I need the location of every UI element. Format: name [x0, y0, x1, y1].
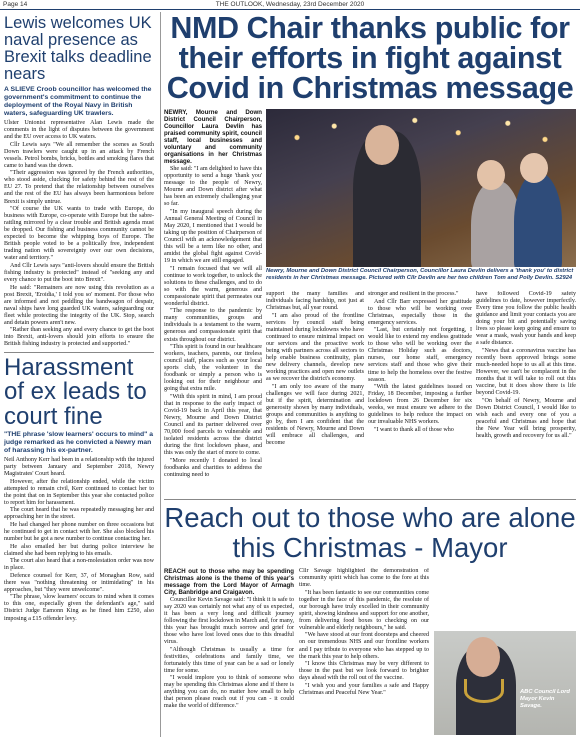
chain-of-office: [464, 679, 504, 703]
paragraph: "We have stood at our front doorsteps and cheered on our tremendous NHS and our frontline workers and I pay tribute to everyone who has stepped up to the mark this year to help others.: [299, 632, 429, 660]
paragraph: support the many families and individuals facing hardship, not just at Christmas but, all year round.: [266, 291, 364, 312]
paragraph: However, after the relationship ended, while the victim attempted to remain civil, Kerr continued to contact her to the point that on in September this year she contacted police to report him for harassment.: [4, 478, 154, 506]
mayor-photo-caption: ABC Council Lord Mayor Kevin Savage.: [520, 689, 570, 709]
left-story-2-body: [0, 457, 158, 623]
left-story-2-headline: Harassment of ex leads to court fine: [4, 353, 147, 430]
paragraph: "With the latest guidelines issued on Friday, 18 December, imposing a further lockdown from 26 December for six weeks, we must ensure we adhere to the guidelines to help reduce the impact on our invaluable NHS workers.: [368, 384, 472, 426]
paragraph: "It has been fantastic to see our communities come together in the face of this pandemic, the resolute of our borough have truly excelled in their community spirit, showing kindness and support for one another, from delivering food boxes to checking on our vulnerable and elderly neighbours," he said.: [299, 589, 429, 631]
paragraph: The court also heard that a non-molestation order was now in place.: [4, 558, 154, 572]
paragraph: "I would implore you to think of someone who may be spending this Christmas alone and if there is anything you can do, no matter how small to help that person please reach out if you can - it could make the world of difference.": [164, 675, 294, 710]
paragraph: "On behalf of Newry, Mourne and Down District Council, I would like to wish each and every one of you a peaceful and Christmas and hope that the New Year will bring prosperity, health, growth and recovery for us all.": [476, 397, 576, 439]
main-story-column-3: [368, 291, 472, 497]
divider: [4, 352, 154, 353]
paragraph: And Cllr Barr expressed her gratitude to those who will be working over Christmas, especially those in the emergency services.: [368, 298, 472, 326]
paragraph: "I want to thank all of those who: [374, 426, 454, 433]
paragraph: "Their aggression was ignored by the French authorities, who stood aside, clucking for safety behind the rest of the EU 27. To pretend that the relationship between ourselves and the rest of the EU has always been harmonious before Brexit is simply untrue.: [4, 170, 154, 205]
photo-figure: [514, 172, 562, 267]
page-number: Page 14: [3, 1, 28, 8]
chairperson-photo-caption: Newry, Mourne and Down District Council Chairperson, Councillor Laura Devlin delivers a 'thank you' to district residents in her Christmas message. Pictured with Cllr Devlin are her two children Tom and Polly Devlin. S2924: [266, 268, 574, 281]
photo-figure: [477, 160, 505, 190]
main-headline: NMD Chair thanks public for their efforts in fight against Covid in Christmas message: [166, 11, 574, 105]
paragraph: He also emailed her but during police interview he claimed she had been replying to his emails.: [4, 543, 154, 557]
left-column: [0, 12, 158, 737]
paragraph: He had changed her phone number on three occasions but he continued to get in contact with her. She also blocked his number but he got a new number to continue contacting her.: [4, 521, 154, 543]
paragraph: "The response to the pandemic by many communities, groups and individuals is a testament to the warm, generous and compassionate spirit that exists throughout our district.: [164, 308, 262, 343]
second-standfirst: REACH out to those who may be spending Christmas alone is the theme of this year's message from the Lord Mayor of Armagh City, Banbridge and Craigavon.: [164, 568, 294, 597]
paragraph: He said: "Remainers are now using this revolution as a post Brexit, 'Eroidia,' I told you so' moment. For those who are informed and not peddling the bandwagon of despair, naval ships have long guarded UK waters, safeguarding our fleet while protecting the integrity of the UK. Stop, search and detain powers aren't new.: [4, 284, 154, 326]
masthead-title: THE OUTLOOK, Wednesday, 23rd December 2020: [215, 1, 365, 8]
chairperson-photo: [266, 109, 576, 267]
column-rule: [160, 12, 161, 737]
paragraph: "I am only too aware of the many challenges we will face during 2021, but if the spirit, determination and generosity shown by many individuals, groups and communities is anything to go by, then I am confident that the residents of Newry, Mourne and Down will embrace all challenges, and become: [266, 383, 364, 446]
paragraph: Neil Anthony Kerr had been in a relationship with the injured party between January and September 2018, Newry Magistrates' Court heard.: [4, 457, 154, 478]
paragraph: stronger and resilient in the process.": [368, 291, 459, 297]
main-story-column-2: [266, 291, 364, 497]
photo-figure: [365, 125, 399, 165]
paragraph: "More recently I donated to local foodbanks and charities to address the continuing need to: [164, 457, 262, 478]
left-story-2-standfirst: "THE phrase 'slow learners' occurs to mind" a judge remarked as he convicted a Newry man of harassing his ex-partner.: [4, 431, 154, 454]
paragraph: have followed Covid-19 safety guidelines to date, however imperfectly. Every time you follow the public health guidance and limit your contacts you are doing your bit and potentially saving lives so please keep going and ensure to wear a mask, wash your hands and keep a safe distance.: [476, 291, 576, 347]
paragraph: "I know this Christmas may be very different to those in the past but we look forward to brighter days ahead with the roll out of the vaccine.: [299, 661, 429, 682]
paragraph: "Rather than seeking any and every chance to get the boot into Brexit, anti-lovers should join efforts to ensure the British fishing industry is protected and supported.": [4, 327, 154, 348]
paragraph: "I am also proud of the frontline services by council staff being maintained during lockdowns who have continued to ensure minimal impact on our services and the proactive work being with partners across all sectors to help enable business continuity, plan new delivery channels, develop new working practices and open new outlets as we recover the district's economy.: [266, 312, 364, 383]
paragraph: "I remain focused that we will all continue to work together, to unlock the solutions to these challenges, and to do so with the warm, generous and compassionate spirit that permeates our wonderful district.: [164, 265, 262, 307]
paragraph: Ulster Unionist representative Alan Lewis made the comments in the light of disputes between the government and the EU over access to UK waters.: [4, 120, 154, 141]
mayor-photo: [434, 631, 576, 735]
second-story-column-1: [164, 568, 294, 736]
paragraph: Cllr Savage highlighted the demonstration of community spirit which has come to the fore at this time.: [299, 568, 429, 589]
paragraph: Defence counsel for Kerr, 37, of Monaghan Row, said there was "nothing threatening or intimidating" in his approaches, but "they were unwelcome".: [4, 572, 154, 593]
paragraph: The court heard that he was repeatedly messaging her and approaching her in the street.: [4, 507, 154, 521]
main-story-column-4: [476, 291, 576, 497]
paragraph: "This spirit is found in our healthcare workers, teachers, parents, our tireless council staff, places such as your local sports club, the volunteer in the foodbank or simply a person who is looking out for their neighbour and going that extra mile.: [164, 344, 262, 393]
second-headline: Reach out to those who are alone this Christmas - Mayor: [164, 502, 576, 563]
paragraph: Councillor Kevin Savage said: "I think it is safe to say 2020 was certainly not what any of us expected, it has been a very long and difficult journey following the first lockdown in March and, for many, this year has brought much sorrow and grief for those who have lost loved ones due to this dreadful virus.: [164, 596, 294, 645]
paragraph: And Cllr Lewis says "anti-lovers should ensure the British fishing industry is protected" instead of "seeking any and every chance to put the boot into Brexit".: [4, 262, 154, 284]
divider: [164, 499, 576, 500]
paragraph: "In my inaugural speech during the Annual General Meeting of Council in May 2020, I mentioned that I would be taking up the position of Chairperson of Council with an acknowledgement that this will be a term like no other, and amidst the global fight against Covid-19 in which we are still engaged.: [164, 208, 262, 264]
main-story-column-1: [164, 109, 262, 497]
second-story-column-2: [299, 568, 429, 736]
masthead-bar: [0, 0, 580, 10]
left-story-1-standfirst: A SLIEVE Croob councillor has welcomed the government's commitment to continue the deployment of the Royal Navy in British waters, safeguarding UK trawlers.: [4, 86, 152, 117]
paragraph: "I wish you and your families a safe and Happy Christmas and Peaceful New Year.": [299, 682, 429, 696]
paragraph: She said: "I am delighted to have this opportunity to send a huge 'thank you' message to the people of Newry, Mourne and Down district after what has been an extremely challenging year so far.: [164, 165, 262, 208]
paragraph: "The phrase, 'slow learners' occurs to mind when it comes to this one, especially given the defendant's age," said District Judge Eamonn King as he fined him £250, also imposing a £15 offender levy.: [4, 594, 154, 622]
paragraph: "Although Christmas is usually a time for festivities, celebrations and family time, we fortunately this time of year can be a sad or lonely time for some.: [164, 646, 294, 674]
paragraph: Cllr Lewis says "We all remember the scenes as South Down trawlers were caught up in an attack by French vessels. Petrol bombs, bricks, bottles and smoking flares that came to hand was the down.: [4, 141, 154, 169]
left-story-1-headline: Lewis welcomes UK naval presence as Brexit talks deadline nears: [4, 14, 152, 83]
paragraph: "News that a coronavirus vaccine has recently been approved brings some much-needed hope to us all at this time. However, we can't be complacent in the months that it will take to roll out this vaccine, but it does show there is life beyond Covid-19.: [476, 347, 576, 397]
paragraph: "With this spirit in mind, I am proud that in response to the early impact of Covid-19 back in April this year, that Newry, Mourne and Down District Council and its partner delivered over 70,000 food parcels to vulnerable and isolated residents across the district during the first lockdown phase, and this was only the start of more to come.: [164, 393, 262, 457]
paragraph: "Last, but certainly not forgetting, I would like to extend my endless gratitude to those who will be working over the Christmas Holiday such as doctors, nurses, our home staff, emergency services staff and those who give their time to help the homeless over the festive season.: [368, 327, 472, 383]
photo-figure: [466, 637, 500, 677]
left-story-1-body: [0, 120, 158, 349]
main-standfirst: NEWRY, Mourne and Down District Council Chairperson, Councillor Laura Devlin has praised community spirit, council staff, local businesses and voluntary and community organisations in her Christmas message.: [164, 109, 262, 166]
paragraph: "Of course the UK wants to trade with Europe, do business with Europe, co-operate with Europe but the sabre-rattling mirrored by a clear trouble and British agenda must be dropped. Our fishing and business community cannot be expected to become the whipping boys of Europe. The British people voted to be a politically free, independent trading nation with sovereignty over our own decisions, water and territory.": [4, 206, 154, 262]
